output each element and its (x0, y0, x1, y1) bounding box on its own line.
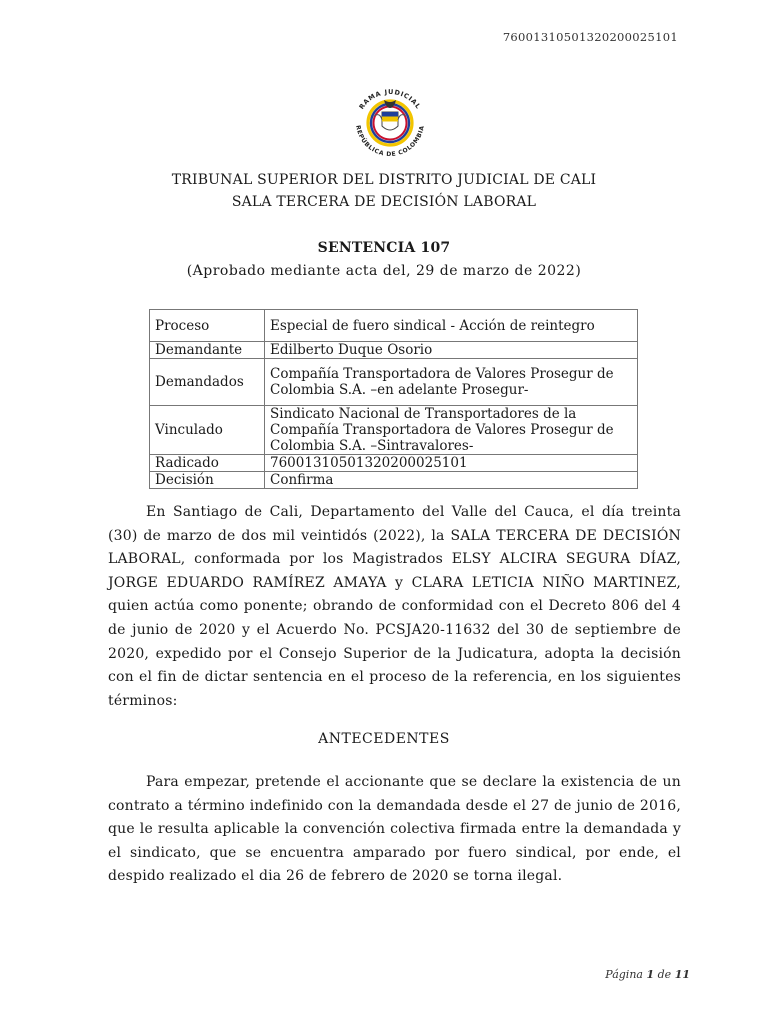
table-label-demandante: Demandante (150, 342, 265, 359)
table-row (150, 406, 638, 455)
table-label-decision: Decisión (150, 472, 265, 489)
table-label-demandados: Demandados (150, 359, 265, 406)
table-label-radicado: Radicado (150, 455, 265, 472)
table-value-proceso: Especial de fuero sindical - Acción de reintegro (265, 310, 638, 342)
table-value-vinculado: Sindicato Nacional de Transportadores de la Compañía Transportadora de Valores Prosegur de Colombia S.A. –Sintravalores- (265, 406, 638, 455)
rama-judicial-seal (344, 82, 436, 162)
table-row (150, 455, 638, 472)
table-label-proceso: Proceso (150, 310, 265, 342)
table-label-vinculado: Vinculado (150, 406, 265, 455)
page-word: Página (605, 968, 643, 981)
table-row (150, 310, 638, 342)
table-value-demandados: Compañía Transportadora de Valores Prosegur de Colombia S.A. –en adelante Prosegur- (265, 359, 638, 406)
seal-text-top: RAMA JUDICIAL (357, 87, 423, 111)
table-row (150, 359, 638, 406)
seal-text-bottom: REPÚBLICA DE COLOMBIA (354, 124, 426, 159)
sala-heading: SALA TERCERA DE DECISIÓN LABORAL (231, 194, 537, 210)
aprobado-subtitle: (Aprobado mediante acta del, 29 de marzo de 2022) (186, 263, 582, 279)
antecedentes-paragraph (108, 771, 681, 889)
table-value-decision: Confirma (265, 472, 638, 489)
case-number: 76001310501320200025101 (502, 30, 678, 44)
page-current: 1 (646, 968, 655, 981)
table-row (150, 342, 638, 359)
of-word: de (657, 968, 672, 981)
page-total: 11 (674, 968, 690, 981)
antecedentes-paragraph-text: Para empezar, pretende el accionante que se declare la existencia de un contrato a término indefinido con la demandada desde el 27 de junio de 2016, que le resulta aplicable la convención colectiva firmada entre la demandada y el sindicato, que se encuentra amparado por fuero sindical, por ende, el despido realizado el dia 26 de febrero de 2020 se torna ilegal. (108, 774, 681, 885)
table-value-demandante: Edilberto Duque Osorio (265, 342, 638, 359)
table-value-radicado: 76001310501320200025101 (265, 455, 638, 472)
intro-paragraph-text: En Santiago de Cali, Departamento del Valle del Cauca, el día treinta (30) de marzo de dos mil veintidós (2022), la SALA TERCERA DE DECISIÓN LABORAL, conformada por los Magistrados ELSY ALCIRA SEGURA DÍAZ, JORGE EDUARDO RAMÍREZ AMAYA y CLARA LETICIA NIÑO MARTINEZ, quien actúa como ponente; obrando de conformidad con el Decreto 806 del 4 de junio de 2020 y el Acuerdo No. PCSJA20-11632 del 30 de septiembre de 2020, expedido por el Consejo Superior de la Judicatura, adopta la decisión con el fin de dictar sentencia en el proceso de la referencia, en los siguientes términos: (108, 504, 681, 709)
table-row (150, 472, 638, 489)
sentencia-title: SENTENCIA 107 (317, 240, 451, 256)
page-footer (605, 968, 690, 981)
tribunal-heading: TRIBUNAL SUPERIOR DEL DISTRITO JUDICIAL DE CALI (171, 172, 597, 188)
intro-paragraph (108, 501, 681, 713)
case-info-table (149, 309, 638, 489)
antecedentes-heading: ANTECEDENTES (318, 731, 450, 747)
